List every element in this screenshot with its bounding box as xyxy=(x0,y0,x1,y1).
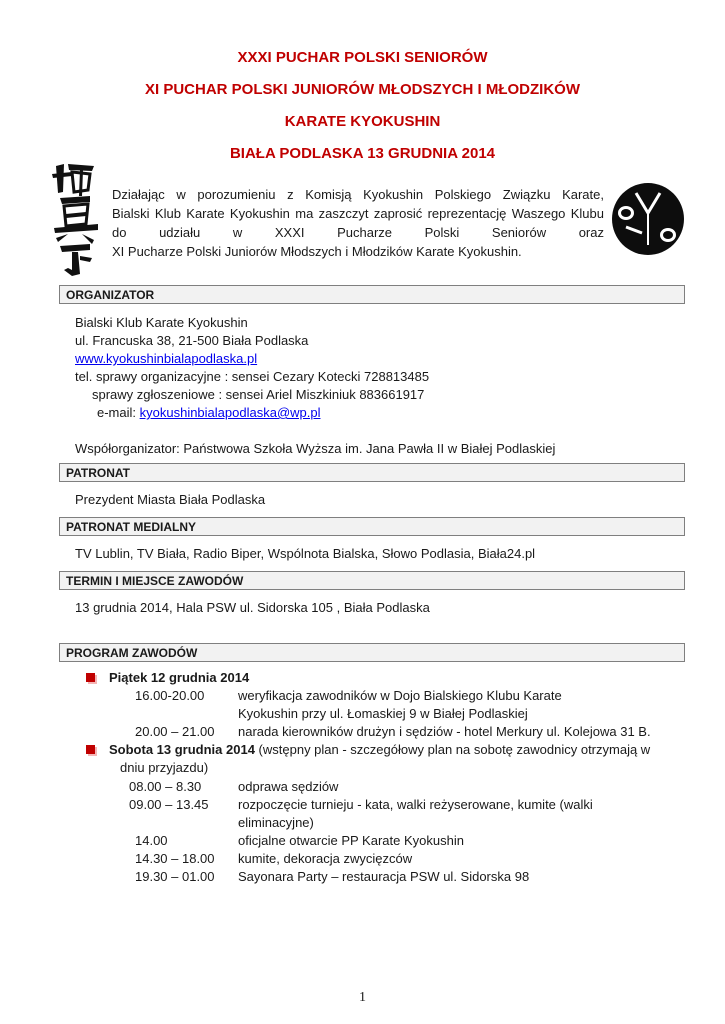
program-day1-item-time: 16.00-20.00 xyxy=(135,688,205,703)
section-header-termin: TERMIN I MIEJSCE ZAWODÓW xyxy=(59,571,685,590)
organizer-address: ul. Francuska 38, 21-500 Biała Podlaska xyxy=(75,333,309,348)
patronat-text: Prezydent Miasta Biała Podlaska xyxy=(75,492,266,507)
section-header-organizator: ORGANIZATOR xyxy=(59,285,685,304)
organizer-email-link[interactable]: kyokushinbialapodlaska@wp.pl xyxy=(139,405,321,420)
program-day2-item-desc: odprawa sędziów xyxy=(238,779,339,794)
program-day2-item-desc-cont: eliminacyjne) xyxy=(238,815,314,830)
intro-line-2: Bialski Klub Karate Kyokushin ma zaszczyt zaprosić reprezentację Waszego Klubu xyxy=(112,206,604,221)
program-day2-header xyxy=(109,741,650,759)
section-header-patronat-medialny: PATRONAT MEDIALNY xyxy=(59,517,685,536)
program-day2-item-desc: rozpoczęcie turnieju - kata, walki reżyserowane, kumite (walki xyxy=(238,797,593,812)
title-line-3: KARATE KYOKUSHIN xyxy=(284,113,441,130)
program-day1-item-desc: narada kierowników drużyn i sędziów - hotel Merkury ul. Kolejowa 31 B. xyxy=(238,724,651,739)
intro-line-3: do udziału w XXXI Pucharze Polski Seniorów oraz xyxy=(112,225,604,240)
program-day2-item-time: 14.30 – 18.00 xyxy=(135,851,215,866)
page-number: 1 xyxy=(359,990,366,1005)
program-day2-note-cont: dniu przyjazdu) xyxy=(120,760,209,775)
program-day2-item-time: 09.00 – 13.45 xyxy=(129,797,209,812)
program-day2-item-desc: Sayonara Party – restauracja PSW ul. Sidorska 98 xyxy=(238,869,530,884)
program-day2-note: (wstępny plan - szczegółowy plan na sobotę zawodnicy otrzymają w xyxy=(254,742,651,757)
intro-line-1: Działając w porozumieniu z Komisją Kyokushin Polskiego Związku Karate, xyxy=(112,187,604,202)
email-label: e-mail: xyxy=(97,405,140,420)
intro-line-4: XI Pucharze Polski Juniorów Młodszych i Młodzików Karate Kyokushin. xyxy=(112,244,522,259)
termin-text: 13 grudnia 2014, Hala PSW ul. Sidorska 105 , Biała Podlaska xyxy=(75,600,430,615)
intro-paragraph xyxy=(112,185,604,261)
program-day2-item-time: 14.00 xyxy=(135,833,168,848)
bullet-icon xyxy=(86,673,95,682)
program-day2-label: Sobota 13 grudnia 2014 xyxy=(109,742,255,757)
organizer-contact-organizational: tel. sprawy organizacyjne : sensei Cezary Kotecki 728813485 xyxy=(75,369,430,384)
organizer-email-line xyxy=(97,404,320,422)
organizer-contact-registration: sprawy zgłoszeniowe : sensei Ariel Miszkiniuk 883661917 xyxy=(92,387,425,402)
program-day2-item-desc: oficjalne otwarcie PP Karate Kyokushin xyxy=(238,833,464,848)
section-header-patronat: PATRONAT xyxy=(59,463,685,482)
program-day2-item-desc: kumite, dekoracja zwycięzców xyxy=(238,851,413,866)
program-day2-item-time: 08.00 – 8.30 xyxy=(129,779,202,794)
kyokushin-kanji-icon xyxy=(50,162,102,278)
program-day1-item-desc-cont: Kyokushin przy ul. Łomaskiej 9 w Białej Podlaskiej xyxy=(238,706,528,721)
karate-logo-icon xyxy=(612,183,684,255)
organizer-website-link[interactable]: www.kyokushinbialapodlaska.pl xyxy=(75,351,258,366)
program-day1-item-desc: weryfikacja zawodników w Dojo Bialskiego Klubu Karate xyxy=(238,688,562,703)
title-line-1: XXXI PUCHAR POLSKI SENIORÓW xyxy=(237,49,488,66)
patronat-medialny-text: TV Lublin, TV Biała, Radio Biper, Wspólnota Bialska, Słowo Podlasia, Biała24.pl xyxy=(75,546,536,561)
section-header-program: PROGRAM ZAWODÓW xyxy=(59,643,685,662)
title-line-2: XI PUCHAR POLSKI JUNIORÓW MŁODSZYCH I MŁODZIKÓW xyxy=(145,81,580,98)
program-day2-item-time: 19.30 – 01.00 xyxy=(135,869,215,884)
coorganizer: Współorganizator: Państwowa Szkoła Wyższa im. Jana Pawła II w Białej Podlaskiej xyxy=(75,441,556,456)
program-day1-label: Piątek 12 grudnia 2014 xyxy=(109,670,250,685)
title-line-4: BIAŁA PODLASKA 13 GRUDNIA 2014 xyxy=(229,145,496,162)
program-day1-item-time: 20.00 – 21.00 xyxy=(135,724,215,739)
bullet-icon xyxy=(86,745,95,754)
organizer-name: Bialski Klub Karate Kyokushin xyxy=(75,315,248,330)
